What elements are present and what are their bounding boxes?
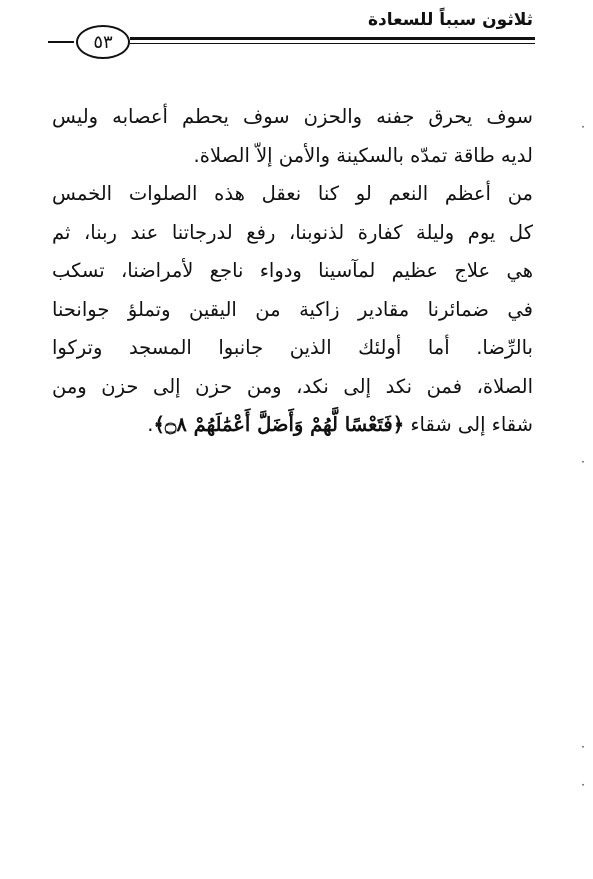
text-line: لديه طاقة تمدّه بالسكينة والأمن إلاّ الصلاة. xyxy=(193,143,533,167)
last-line-prefix: شقاء إلى شقاء xyxy=(410,413,533,436)
scan-mark: · xyxy=(581,778,585,792)
text-line: من أعظم النعم لو كنا نعقل هذه الصلوات الخمس xyxy=(52,182,533,205)
page-number-badge xyxy=(76,25,130,59)
last-line-suffix: . xyxy=(147,413,154,436)
body-text xyxy=(52,98,533,445)
text-line: الصلاة، فمن نكد إلى نكد، ومن حزن إلى حزن ومن xyxy=(52,374,533,398)
scan-mark: · xyxy=(581,740,585,754)
quran-verse: ﴿فَتَعْسًا لَّهُمْ وَأَضَلَّ أَعْمَٰلَهُمْ ۝٨﴾ xyxy=(153,413,405,436)
text-line: في ضمائرنا مقادير زاكية من اليقين وتملؤ جوانحنا xyxy=(52,297,533,321)
page-number: ٥٣ xyxy=(93,31,113,53)
header-rule-left xyxy=(48,41,74,43)
text-line: كل يوم وليلة كفارة لذنوبنا، رفع لدرجاتنا عند ربنا، ثم xyxy=(52,220,533,244)
text-line-last xyxy=(52,406,533,445)
scan-mark: · xyxy=(581,455,585,469)
header-rule-thin xyxy=(130,43,535,44)
text-line: سوف يحرق جفنه والحزن سوف يحطم أعصابه وليس xyxy=(52,105,533,128)
text-line: هي علاج عظيم لمآسينا ودواء ناجع لأمراضنا، تسكب xyxy=(52,259,533,282)
text-line: بالرِّضا. أما أولئك الذين جانبوا المسجد وتركوا xyxy=(52,336,533,359)
header-rule-thick xyxy=(130,37,535,40)
scan-mark: · xyxy=(581,120,585,134)
page-header xyxy=(30,8,535,70)
running-title: ثلاثون سبباً للسعادة xyxy=(367,10,533,30)
